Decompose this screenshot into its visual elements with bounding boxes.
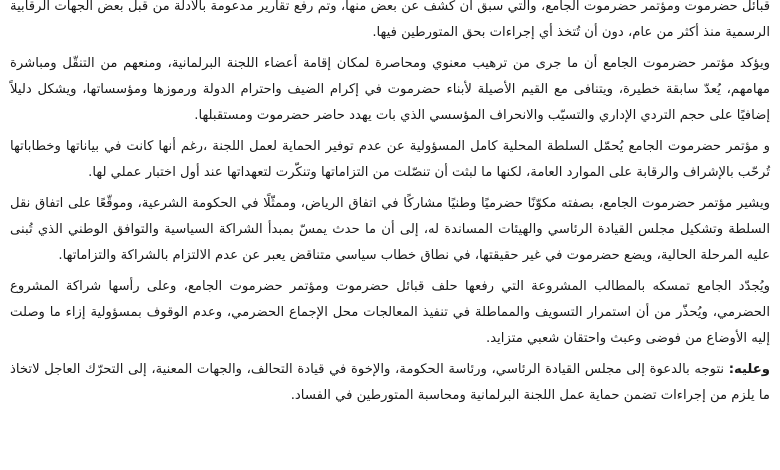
- paragraph-1: قبائل حضرموت ومؤتمر حضرموت الجامع، والتي سبق أن كُشف عن بعض منها، وتم رفع تقارير مدعومة بالأدلة من قبل بعض الجهات الرقابية الرسمية منذ أكثر من عام، دون أن تُتخذ أي إجراءات بحق المتورطين فيها.: [10, 0, 770, 40]
- paragraph-4: ويشير مؤتمر حضرموت الجامع، بصفته مكوّنًا حضرميًا وطنيًا مشاركًا في اتفاق الرياض، وممثّلًا في الحكومة الشرعية، وموقّعًا على اتفاق نقل السلطة وتشكيل مجلس القيادة الرئاسي والهيئات المساندة له، إلى أن ما حدث يمسّ بمبدأ الشراكة السياسية والتوافق الوطني الذي تُبنى عليه المرحلة الحالية، ويضع حضرموت في غير حقيقتها، في نطاق خطاب سياسي متناقض يعبر عن عدم الالتزام بالشراكة والتزاماتها.: [10, 196, 770, 263]
- paragraph-6-text: نتوجه بالدعوة إلى مجلس القيادة الرئاسي، ورئاسة الحكومة، والإخوة في قيادة التحالف، والجهات المعنية، إلى التحرّك العاجل لاتخاذ ما يلزم من إجراءات تضمن حماية عمل اللجنة البرلمانية ومحاسبة المتورطين في الفساد.: [10, 362, 770, 403]
- paragraph-3: و مؤتمر حضرموت الجامع يُحمّل السلطة المحلية كامل المسؤولية عن عدم توفير الحماية لعمل اللجنة ،رغم أنها كانت في بياناتها وخطاباتها تُرحّب بالإشراف والرقابة على الموارد العامة، لكنها ما لبثت أن تنصّلت من التزاماتها وتنكّرت لتعهداتها عند أول اختبار عملي لها.: [10, 139, 770, 180]
- paragraph-6: [10, 357, 770, 409]
- paragraph-2: ويؤكد مؤتمر حضرموت الجامع أن ما جرى من ترهيب معنوي ومحاصرة لمكان إقامة أعضاء اللجنة البرلمانية، ومنعهم من التنقّل ومباشرة مهامهم، يُعدّ سابقة خطيرة، ويتنافى مع القيم الأصيلة لأبناء حضرموت في إكرام الضيف واحترام الدولة ورموزها ومؤسساتها، ويشكل دليلاً إضافيًا على حجم التردي الإداري والتسيّب والانحراف المؤسسي الذي بات يهدد حاضر حضرموت ومستقبلها.: [10, 56, 770, 123]
- paragraph-5: ويُجدّد الجامع تمسكه بالمطالب المشروعة التي رفعها حلف قبائل حضرموت ومؤتمر حضرموت الجامع، وعلى رأسها شراكة المشروع الحضرمي، ويُحذّر من أن استمرار التسويف والمماطلة في تنفيذ المعالجات محل الإجماع الحضرمي، وعدم الوقوف بمسؤولية إزاء ما وصلت إليه الأوضاع من فوضى وعبث واحتقان شعبي متزايد.: [10, 279, 770, 346]
- lead-word: وعليه:: [728, 362, 770, 377]
- document-body: [10, 0, 770, 414]
